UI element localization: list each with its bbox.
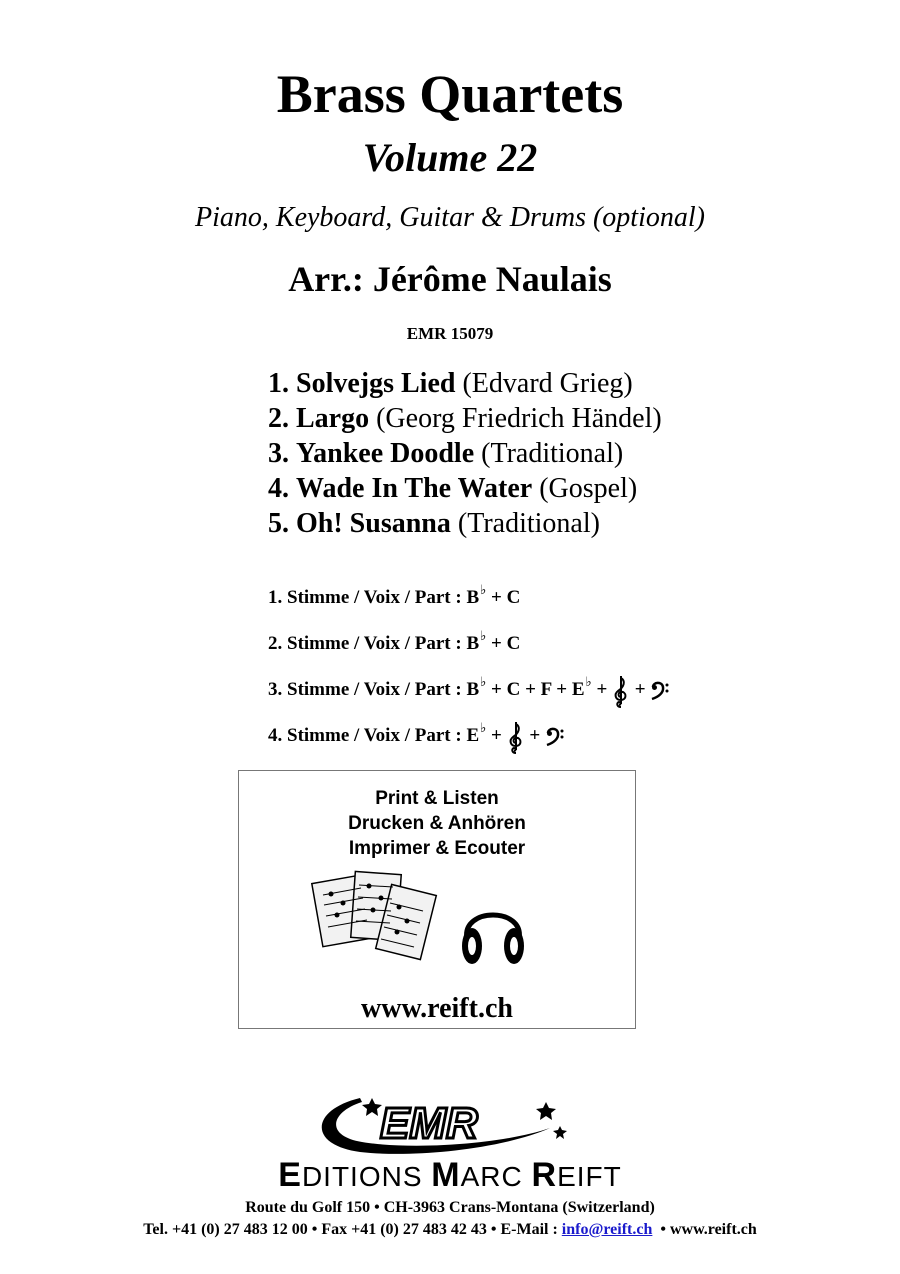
print-listen-box — [238, 770, 636, 1029]
song-composer: (Gospel) — [539, 473, 638, 504]
song-number: 1. — [268, 368, 289, 399]
part-label: 4. Stimme / Voix / Part : — [268, 725, 462, 746]
key-b: B — [466, 633, 480, 654]
song-number: 5. — [268, 508, 289, 539]
song-title: Solvejgs Lied — [296, 368, 456, 399]
song-item — [268, 401, 868, 436]
instrumentation: Piano, Keyboard, Guitar & Drums (optional) — [195, 202, 705, 233]
flat-icon: ♭ — [480, 628, 487, 643]
key-e: E — [466, 725, 480, 746]
part-keys: + C + F + E — [491, 679, 585, 700]
catalog-number: EMR 15079 — [406, 324, 494, 343]
song-item — [268, 471, 868, 506]
song-composer: (Traditional) — [457, 508, 600, 539]
flat-icon: ♭ — [585, 674, 592, 689]
publisher-name: EDITIONS MARC REIFT — [278, 1156, 622, 1194]
plus-sign: + — [634, 679, 646, 700]
bass-clef-icon — [545, 726, 565, 748]
part-label: 3. Stimme / Voix / Part : — [268, 679, 462, 700]
book-title: Brass Quartets — [276, 64, 624, 124]
part-label: 1. Stimme / Voix / Part : — [268, 587, 462, 608]
song-title: Oh! Susanna — [296, 508, 451, 539]
treble-clef-icon — [612, 674, 630, 708]
song-item — [268, 436, 868, 471]
song-number: 3. — [268, 438, 289, 469]
promo-line-fr: Imprimer & Ecouter — [348, 838, 526, 859]
plus-sign: + — [596, 679, 608, 700]
publisher-contact — [0, 1220, 900, 1240]
song-composer: (Edvard Grieg) — [462, 368, 633, 399]
song-title: Wade In The Water — [296, 473, 533, 504]
song-composer: (Georg Friedrich Händel) — [376, 403, 662, 434]
volume-label: Volume 22 — [362, 135, 538, 180]
key-b: B — [466, 587, 480, 608]
promo-line-en: Print & Listen — [375, 788, 499, 809]
part-item — [268, 712, 828, 758]
plus-sign: + — [529, 725, 541, 746]
plus-sign: + — [491, 725, 502, 746]
parts-list — [268, 574, 828, 758]
song-number: 2. — [268, 403, 289, 434]
publisher-address: Route du Golf 150 • CH-3963 Crans-Montana (Switzerland) — [245, 1199, 655, 1216]
promo-line-de: Drucken & Anhören — [348, 813, 526, 834]
song-title: Yankee Doodle — [296, 438, 475, 469]
treble-clef-icon — [507, 720, 525, 754]
bass-clef-icon — [650, 680, 670, 702]
part-item — [268, 620, 828, 666]
part-keys: + C — [491, 587, 521, 608]
song-composer: (Traditional) — [481, 438, 624, 469]
headphones-icon — [457, 891, 529, 971]
emr-logo — [300, 1090, 590, 1160]
emr-logo-text: EMR — [380, 1099, 478, 1148]
song-list — [268, 366, 868, 541]
flat-icon: ♭ — [480, 720, 487, 735]
song-item — [268, 506, 868, 541]
contact-website: • www.reift.ch — [660, 1221, 757, 1238]
part-item — [268, 574, 828, 620]
song-number: 4. — [268, 473, 289, 504]
key-b: B — [466, 679, 480, 700]
flat-icon: ♭ — [480, 674, 487, 689]
sheet-music-icon — [311, 869, 441, 969]
part-item — [268, 666, 828, 712]
part-label: 2. Stimme / Voix / Part : — [268, 633, 462, 654]
flat-icon: ♭ — [480, 582, 487, 597]
song-item — [268, 366, 868, 401]
part-keys: + C — [491, 633, 521, 654]
arranger: Arr.: Jérôme Naulais — [288, 259, 612, 299]
song-title: Largo — [296, 403, 370, 434]
email-link[interactable]: info@reift.ch — [561, 1221, 653, 1238]
contact-phone-fax: Tel. +41 (0) 27 483 12 00 • Fax +41 (0) 27 483 42 43 • E-Mail : — [143, 1221, 558, 1238]
promo-url: www.reift.ch — [361, 993, 513, 1024]
